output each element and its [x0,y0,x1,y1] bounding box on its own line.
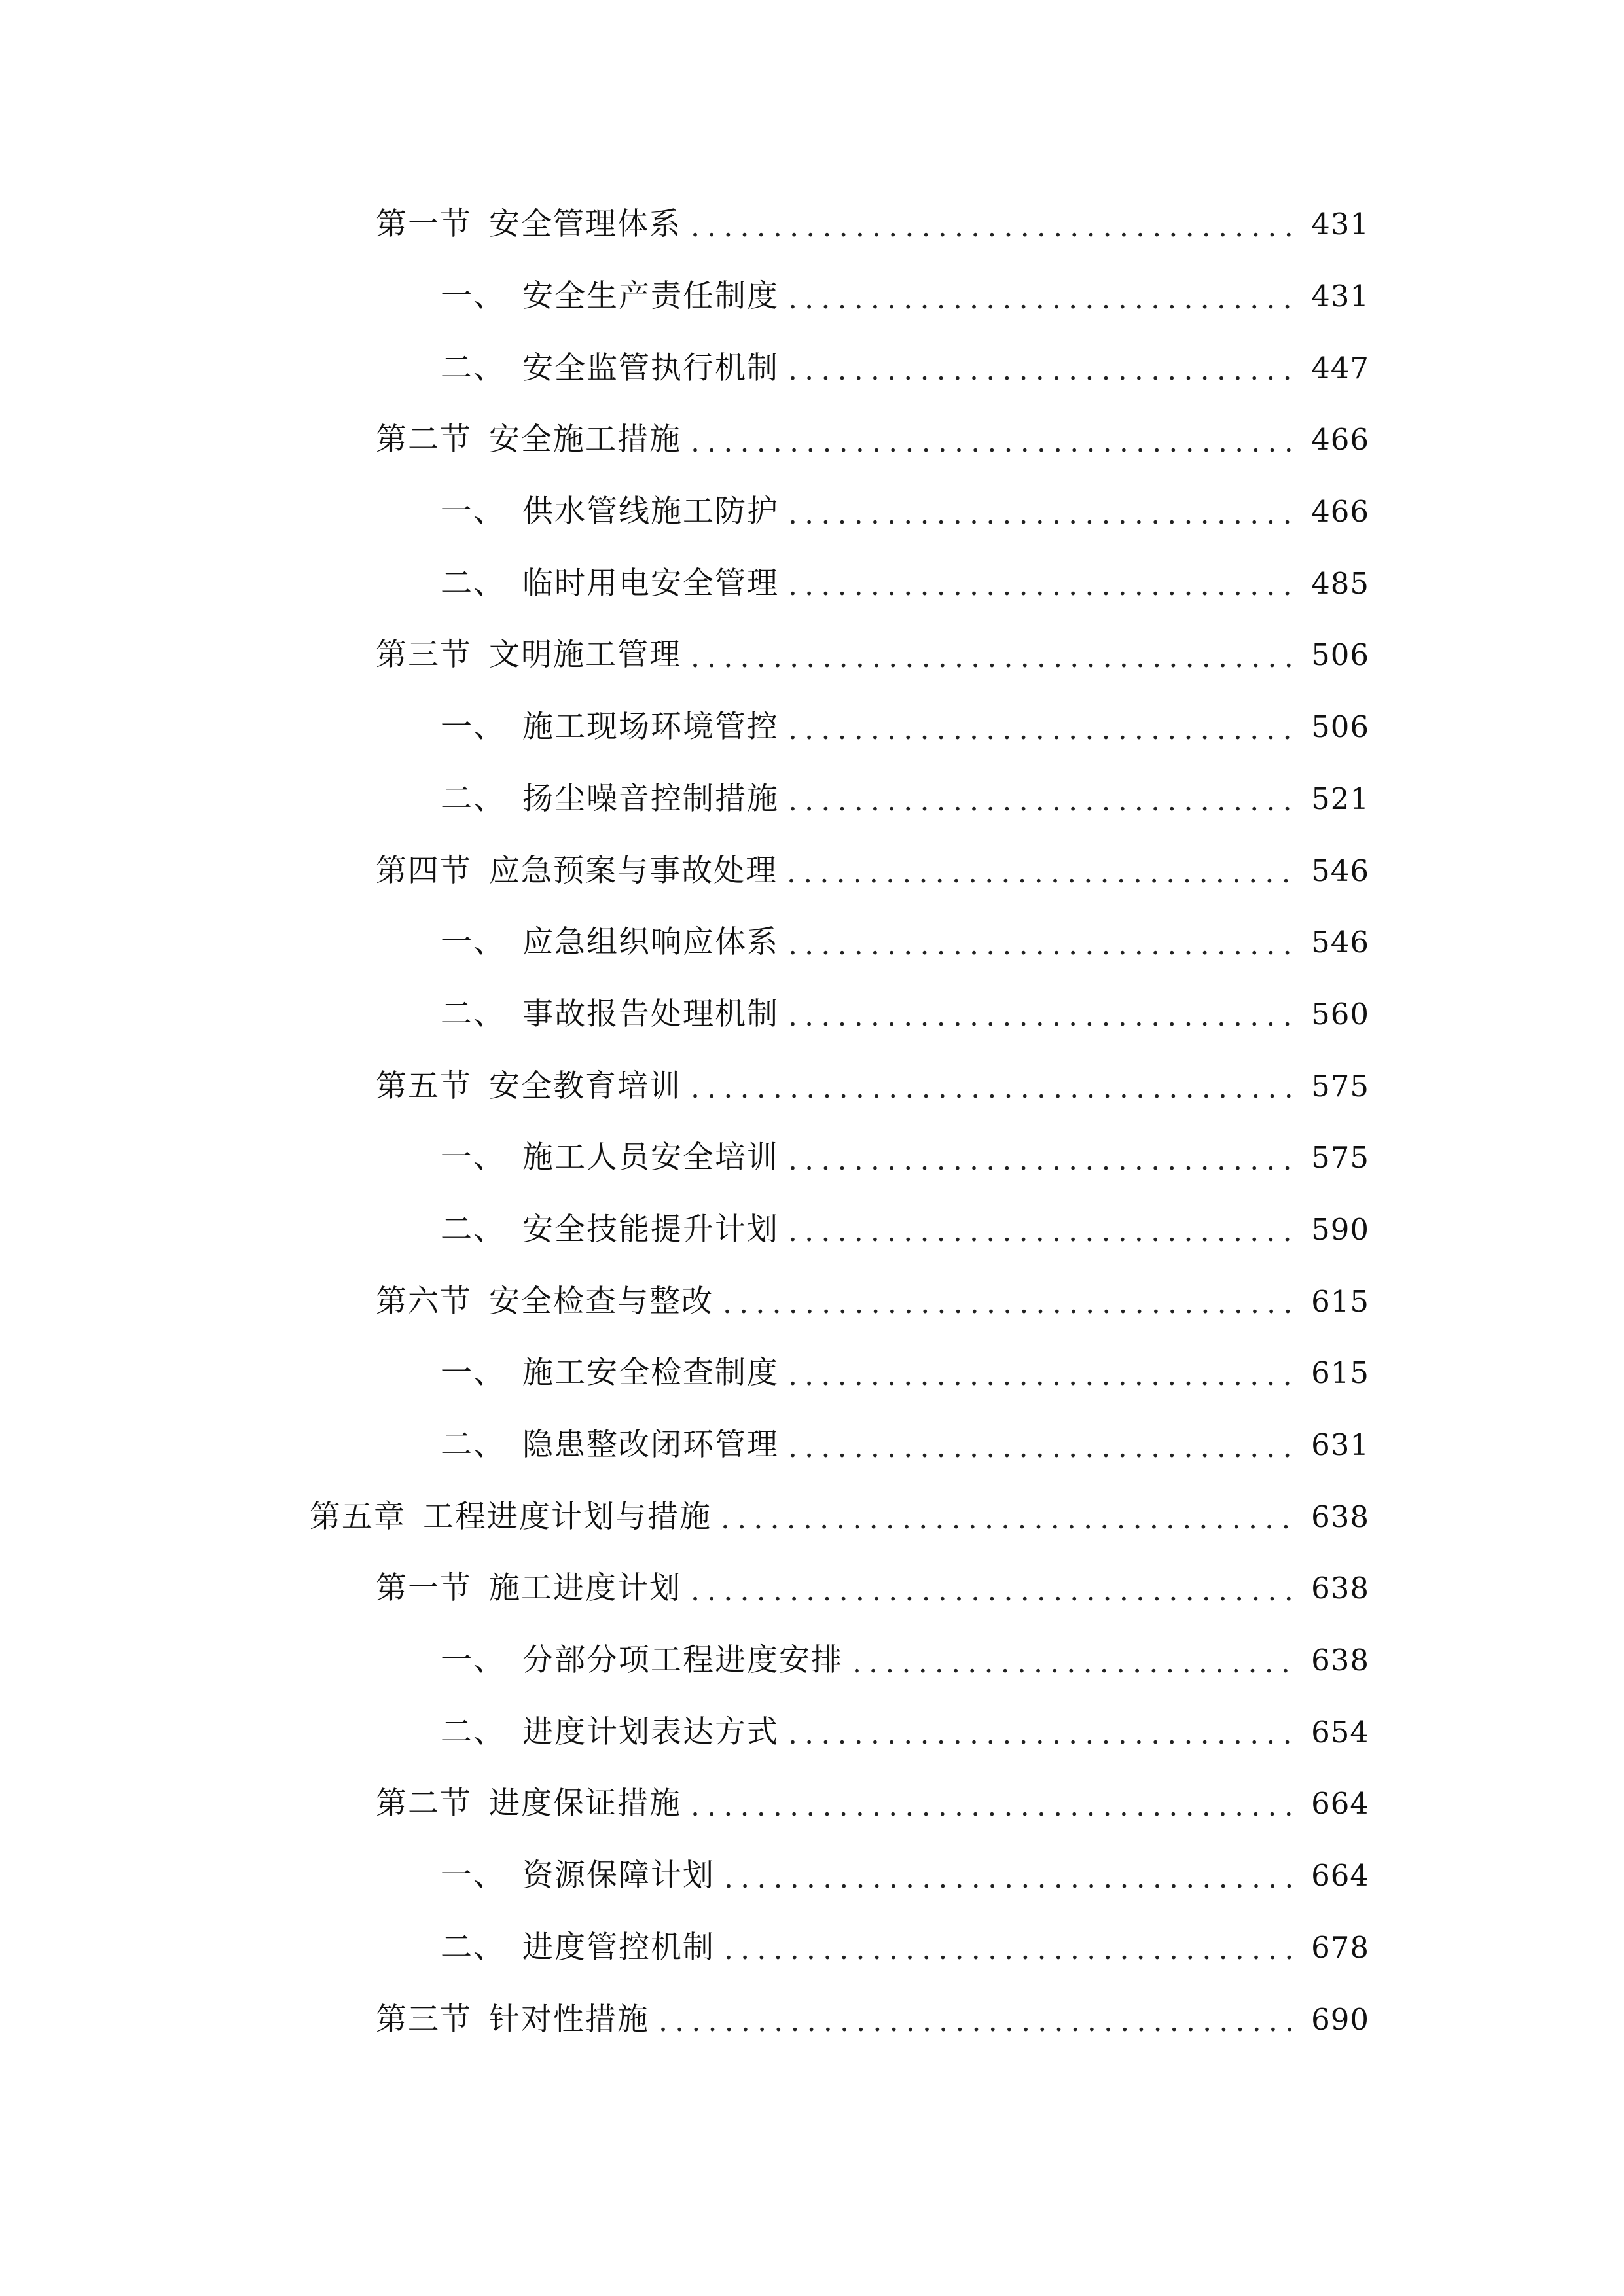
toc-page-number: 466 [1311,422,1369,457]
toc-dot-leader [691,643,1295,672]
toc-entry-title: 进度计划表达方式 [522,1713,779,1750]
toc-page-number: 664 [1311,1786,1369,1821]
toc-entry-title: 施工现场环境管控 [522,709,779,745]
toc-dot-leader [788,571,1295,600]
toc-page-number: 638 [1311,1571,1369,1606]
toc-entry-label [441,350,779,386]
toc-entry-number: 二、 [441,350,505,386]
toc-page-number: 615 [1311,1355,1369,1391]
toc-entry-26[interactable] [0,1983,1624,2055]
toc-page-number: 631 [1311,1427,1369,1463]
toc-entry-number: 第四节 [376,852,472,889]
toc-entry-number: 一、 [441,709,505,745]
toc-entry-number: 二、 [441,1713,505,1750]
toc-entry-number: 第二节 [376,422,472,458]
toc-entry-title: 施工进度计划 [489,1570,681,1607]
toc-entry-label [376,637,681,673]
toc-page-number: 560 [1311,996,1369,1031]
toc-entry-label [376,1785,681,1822]
toc-entry-17[interactable] [0,1337,1624,1409]
toc-entry-22[interactable] [0,1696,1624,1768]
toc-entry-label [441,1642,843,1679]
toc-entry-title: 进度保证措施 [489,1785,681,1822]
toc-entry-7[interactable] [0,619,1624,691]
toc-page-number: 615 [1311,1283,1369,1319]
toc-entry-title: 施工安全检查制度 [522,1355,779,1391]
toc-page-number: 521 [1311,781,1369,816]
toc-entry-4[interactable] [0,404,1624,476]
toc-entry-title: 进度管控机制 [522,1929,715,1965]
toc-entry-label [376,1283,713,1319]
toc-entry-title: 安全检查与整改 [489,1283,713,1319]
toc-page-number: 466 [1311,494,1369,529]
toc-entry-number: 第五章 [310,1498,406,1535]
toc-page-number: 638 [1311,1499,1369,1534]
toc-page-number: 506 [1311,637,1369,673]
toc-entry-25[interactable] [0,1912,1624,1984]
toc-entry-title: 扬尘噪音控制措施 [522,780,779,817]
toc-entry-number: 二、 [441,1211,505,1247]
toc-dot-leader [788,500,1295,529]
toc-entry-label [441,1355,779,1391]
toc-entry-title: 临时用电安全管理 [522,565,779,601]
table-of-contents [0,188,1624,2055]
toc-entry-number: 第三节 [376,2001,472,2037]
toc-dot-leader [788,1146,1295,1175]
toc-entry-24[interactable] [0,1840,1624,1912]
toc-entry-number: 第六节 [376,1283,472,1319]
toc-entry-number: 第三节 [376,637,472,673]
toc-dot-leader [788,356,1295,385]
toc-entry-14[interactable] [0,1122,1624,1194]
toc-dot-leader [691,428,1295,457]
toc-dot-leader [788,1217,1295,1246]
toc-entry-label [441,780,779,817]
toc-entry-label [376,422,681,458]
toc-entry-title: 隐患整改闭环管理 [522,1427,779,1463]
toc-dot-leader [723,1289,1295,1318]
toc-entry-6[interactable] [0,547,1624,619]
toc-entry-label [441,1427,779,1463]
toc-entry-label [441,1713,779,1750]
toc-entry-title: 应急预案与事故处理 [489,852,778,889]
toc-entry-2[interactable] [0,260,1624,332]
toc-entry-23[interactable] [0,1768,1624,1840]
toc-entry-21[interactable] [0,1624,1624,1696]
toc-page-number: 546 [1311,925,1369,960]
toc-entry-title: 工程进度计划与措施 [423,1498,712,1535]
toc-dot-leader [788,1720,1295,1749]
toc-dot-leader [788,715,1295,744]
toc-entry-label [376,1570,681,1607]
toc-entry-title: 安全技能提升计划 [522,1211,779,1247]
toc-entry-label [441,924,779,961]
toc-dot-leader [852,1649,1295,1677]
toc-dot-leader [788,1433,1295,1462]
toc-entry-9[interactable] [0,763,1624,835]
toc-entry-18[interactable] [0,1409,1624,1481]
toc-entry-number: 一、 [441,1139,505,1176]
toc-entry-label [441,1929,715,1965]
toc-entry-number: 二、 [441,1929,505,1965]
toc-entry-label [310,1498,712,1535]
toc-page-number: 546 [1311,853,1369,888]
toc-entry-label [441,1139,779,1176]
toc-dot-leader [788,285,1295,314]
toc-entry-number: 一、 [441,493,505,530]
toc-entry-title: 安全教育培训 [489,1067,681,1104]
toc-entry-15[interactable] [0,1194,1624,1266]
toc-page-number: 485 [1311,565,1369,601]
toc-dot-leader [691,213,1295,242]
toc-entry-number: 第一节 [376,1570,472,1607]
toc-dot-leader [788,931,1295,960]
toc-entry-1[interactable] [0,188,1624,260]
toc-page-number: 506 [1311,709,1369,745]
toc-entry-5[interactable] [0,476,1624,548]
toc-entry-title: 资源保障计划 [522,1857,715,1894]
toc-entry-title: 应急组织响应体系 [522,924,779,961]
toc-entry-3[interactable] [0,332,1624,404]
toc-dot-leader [724,1864,1295,1893]
toc-dot-leader [788,1361,1295,1390]
toc-entry-number: 第五节 [376,1067,472,1104]
toc-page-number: 447 [1311,350,1369,386]
toc-entry-label [441,565,779,601]
toc-entry-title: 针对性措施 [489,2001,649,2037]
toc-page-number: 575 [1311,1140,1369,1175]
toc-dot-leader [721,1505,1295,1534]
toc-entry-label [441,996,779,1032]
toc-page-number: 590 [1311,1211,1369,1247]
toc-entry-label [441,709,779,745]
toc-dot-leader [788,787,1295,816]
toc-entry-title: 文明施工管理 [489,637,681,673]
toc-dot-leader [691,1792,1295,1821]
toc-entry-title: 安全监管执行机制 [522,350,779,386]
toc-dot-leader [788,1002,1295,1031]
toc-entry-number: 第一节 [376,206,472,243]
toc-entry-label [441,1211,779,1247]
toc-entry-number: 一、 [441,1355,505,1391]
toc-dot-leader [659,2007,1295,2036]
toc-page-number: 690 [1311,2001,1369,2037]
toc-entry-label [376,206,681,243]
toc-entry-number: 第二节 [376,1785,472,1822]
toc-dot-leader [691,1577,1295,1605]
toc-entry-label [376,2001,649,2037]
toc-dot-leader [691,1074,1295,1103]
toc-entry-12[interactable] [0,978,1624,1050]
toc-entry-title: 供水管线施工防护 [522,493,779,530]
toc-entry-label [441,278,779,315]
toc-entry-number: 一、 [441,1857,505,1894]
toc-entry-title: 安全施工措施 [489,422,681,458]
toc-dot-leader [724,1935,1295,1964]
toc-page-number: 664 [1311,1858,1369,1893]
toc-entry-13[interactable] [0,1050,1624,1122]
toc-page-number: 638 [1311,1643,1369,1678]
toc-entry-label [376,852,778,889]
toc-entry-19[interactable] [0,1480,1624,1552]
toc-entry-number: 二、 [441,780,505,817]
toc-entry-label [441,493,779,530]
toc-entry-title: 安全生产责任制度 [522,278,779,315]
toc-entry-number: 二、 [441,565,505,601]
toc-page-number: 431 [1311,279,1369,314]
toc-entry-title: 施工人员安全培训 [522,1139,779,1176]
toc-entry-number: 一、 [441,278,505,315]
toc-entry-label [441,1857,715,1894]
toc-entry-label [376,1067,681,1104]
toc-entry-16[interactable] [0,1265,1624,1337]
toc-entry-8[interactable] [0,691,1624,763]
toc-entry-number: 二、 [441,996,505,1032]
toc-entry-number: 一、 [441,924,505,961]
toc-page-number: 654 [1311,1714,1369,1749]
toc-entry-number: 一、 [441,1642,505,1679]
toc-page-number: 431 [1311,207,1369,242]
toc-entry-10[interactable] [0,834,1624,906]
toc-entry-20[interactable] [0,1552,1624,1624]
toc-page-number: 575 [1311,1068,1369,1103]
toc-entry-11[interactable] [0,906,1624,978]
toc-entry-number: 二、 [441,1427,505,1463]
toc-entry-title: 事故报告处理机制 [522,996,779,1032]
toc-page-number: 678 [1311,1929,1369,1965]
toc-entry-title: 分部分项工程进度安排 [522,1642,843,1679]
toc-entry-title: 安全管理体系 [489,206,681,243]
toc-dot-leader [787,859,1295,888]
